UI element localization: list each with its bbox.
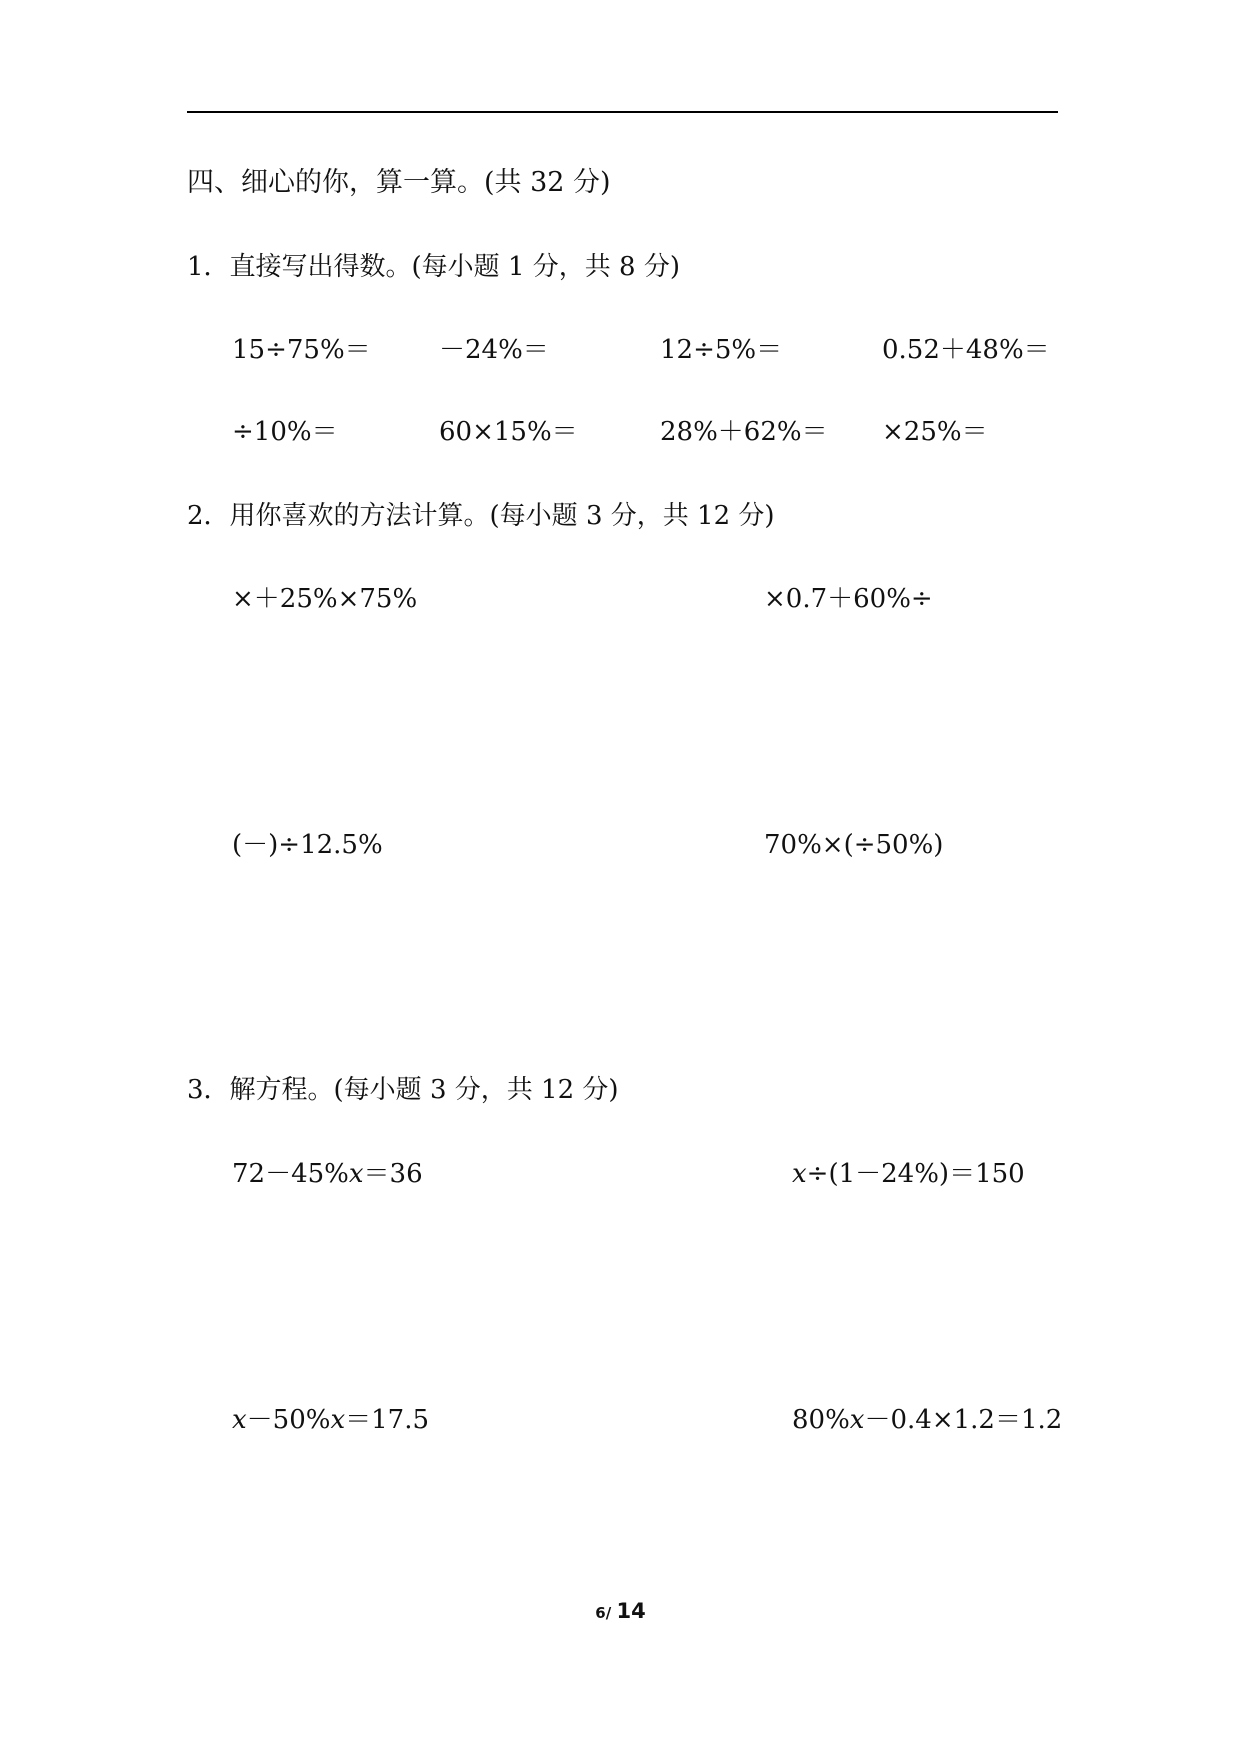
q1-item-4: 0.52＋48%＝ [882,335,1050,365]
q2-item-2: ×0.7＋60%÷ [764,584,933,614]
q1-item-3: 12÷5%＝ [660,335,783,365]
q3-equation-4: 80%x－0.4×1.2＝1.2 [792,1405,1063,1435]
q1-item-7: 28%＋62%＝ [660,417,828,447]
header-rule [187,111,1058,113]
q3-title: 3．解方程。(每小题 3 分，共 12 分) [187,1075,619,1105]
page-number: 6/ 14 [595,1599,646,1623]
q2-title: 2．用你喜欢的方法计算。(每小题 3 分，共 12 分) [187,501,775,531]
section-4-title: 四、细心的你，算一算。(共 32 分) [187,167,611,198]
q3-equation-1: 72－45%x＝36 [232,1159,423,1189]
q1-item-2: －24%＝ [439,335,549,365]
q2-item-4: 70%×(÷50%) [764,830,944,860]
q1-item-5: ÷10%＝ [232,417,338,447]
q1-item-8: ×25%＝ [882,417,988,447]
q1-item-1: 15÷75%＝ [232,335,371,365]
q1-title: 1．直接写出得数。(每小题 1 分，共 8 分) [187,252,680,282]
q1-item-6: 60×15%＝ [439,417,578,447]
q2-item-1: ×＋25%×75% [232,584,418,614]
q3-equation-3: x－50%x＝17.5 [232,1405,430,1435]
q2-item-3: (－)÷12.5% [232,830,383,860]
q3-equation-2: x÷(1－24%)＝150 [792,1159,1025,1189]
